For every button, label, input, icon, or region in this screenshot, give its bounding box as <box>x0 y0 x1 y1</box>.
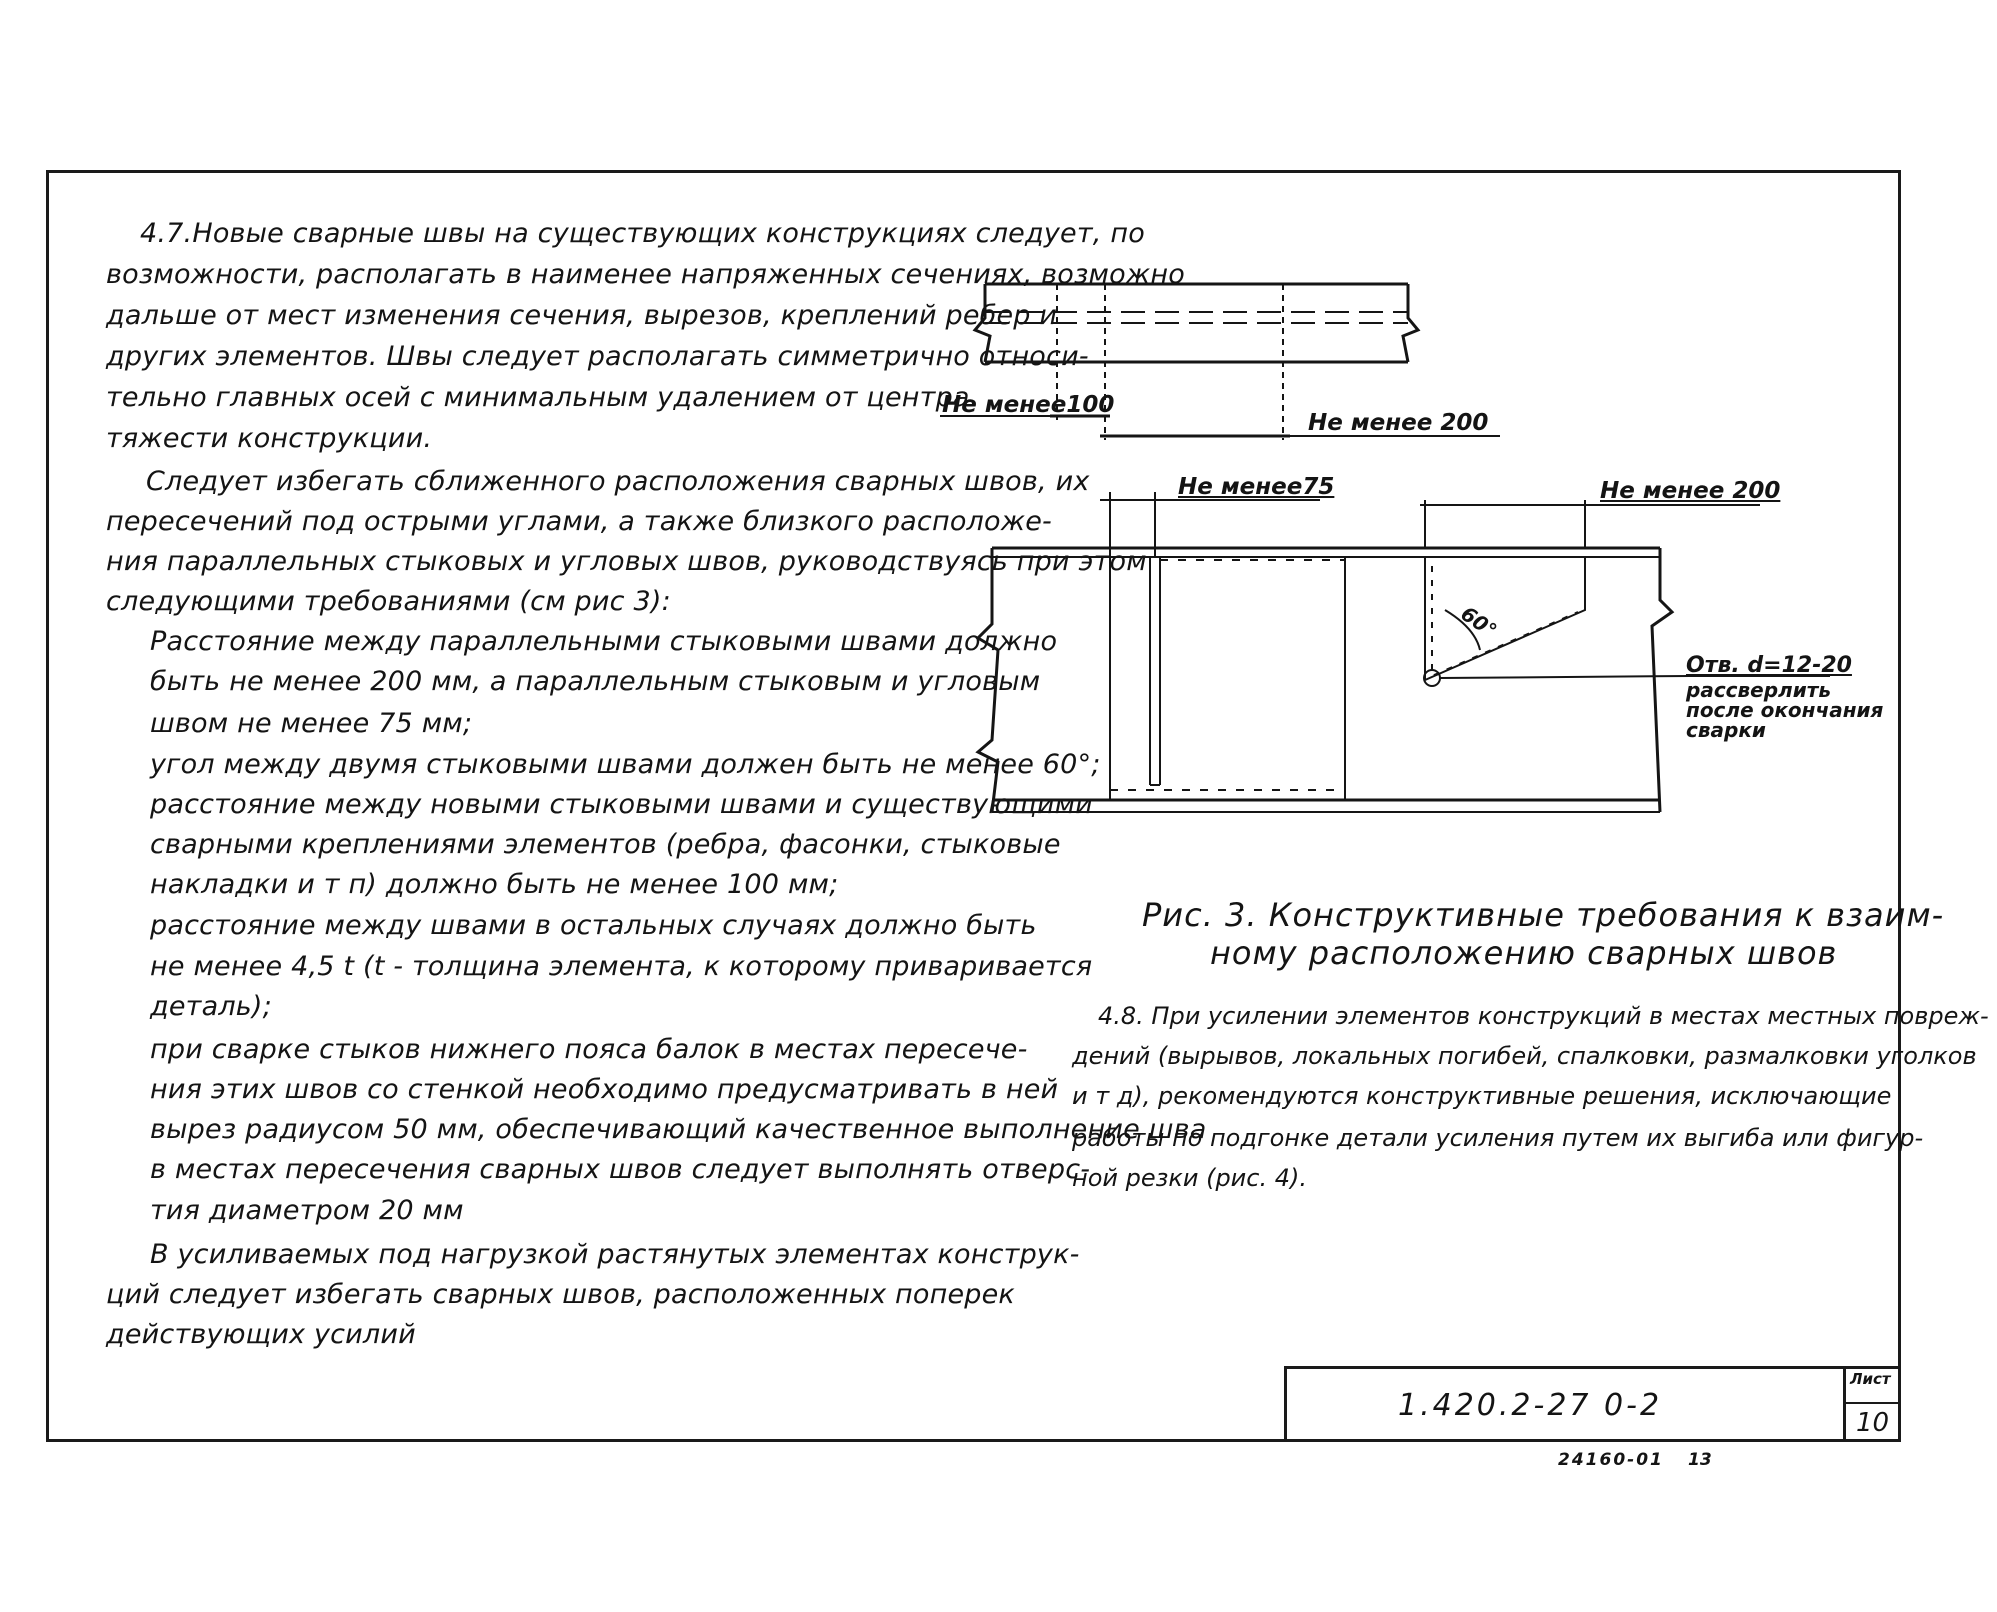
left-text-line: расстояние между швами в остальных случаях должно быть <box>150 910 1037 941</box>
hole-note: после окончания <box>1686 698 1884 722</box>
figure-caption: Рис. 3. Конструктивные требования к взаим- <box>1142 896 1945 934</box>
left-text-line: Расстояние между параллельными стыковыми швами должно <box>150 626 1058 657</box>
left-text-line: дальше от мест изменения сечения, вырезов, креплений ребер и <box>106 300 1058 331</box>
left-text-line: тяжести конструкции. <box>106 423 433 454</box>
footer-page: 13 <box>1688 1450 1712 1470</box>
sheet-label: Лист <box>1850 1370 1891 1388</box>
hole-note: Отв. d=12-20 <box>1686 653 1852 678</box>
left-text-line: тия диаметром 20 мм <box>150 1195 464 1226</box>
left-text-line: угол между двумя стыковыми швами должен быть не менее 60°; <box>150 749 1101 780</box>
dim-label-75: Не менее75 <box>1178 474 1335 500</box>
left-text-line: вырез радиусом 50 мм, обеспечивающий качественное выполнение шва <box>150 1114 1207 1145</box>
sheet-number: 10 <box>1856 1408 1890 1438</box>
leader-line <box>1440 676 1690 678</box>
left-text-line: сварными креплениями элементов (ребра, фасонки, стыковые <box>150 829 1061 860</box>
left-text-line: ций следует избегать сварных швов, расположенных поперек <box>106 1279 1015 1310</box>
left-text-line: ния параллельных стыковых и угловых швов, руководствуясь при этом <box>106 546 1147 577</box>
left-text-line: следующими требованиями (см рис 3): <box>106 586 671 617</box>
fillet-weld <box>1432 566 1578 676</box>
sheet-cell-divider <box>1846 1402 1901 1404</box>
left-text-line: швом не менее 75 мм; <box>150 708 473 739</box>
left-text-line: Следует избегать сближенного расположения сварных швов, их <box>146 466 1090 497</box>
break-line <box>978 548 998 812</box>
right-text-line: и т д), рекомендуются конструктивные решения, исключающие <box>1072 1082 1892 1110</box>
left-text-line: в местах пересечения сварных швов следует выполнять отверс- <box>150 1154 1091 1185</box>
hole-note: сварки <box>1686 718 1766 742</box>
left-text-line: тельно главных осей с минимальным удалением от центра <box>106 382 970 413</box>
dim-label-200-top: Не менее 200 <box>1308 410 1489 436</box>
left-text-line: деталь); <box>150 991 272 1022</box>
left-text-line: быть не менее 200 мм, а параллельным стыковым и угловым <box>150 666 1041 697</box>
dim-label-100: Не менее100 <box>942 392 1115 418</box>
left-text-line: пересечений под острыми углами, а также близкого расположе- <box>106 506 1052 537</box>
left-text-line: при сварке стыков нижнего пояса балок в местах пересече- <box>150 1034 1028 1065</box>
figure-caption: ному расположению сварных швов <box>1210 934 1838 972</box>
angle-label: 60° <box>1456 601 1502 643</box>
left-text-line: расстояние между новыми стыковыми швами и существующими <box>150 789 1093 820</box>
footer-code: 24160-01 <box>1558 1450 1664 1470</box>
right-text-line: работы по подгонке детали усиления путем их выгиба или фигур- <box>1072 1124 1924 1152</box>
right-text-line: ной резки (рис. 4). <box>1072 1164 1307 1192</box>
document-code: 1.420.2-27 0-2 <box>1398 1388 1663 1423</box>
right-text-line: дений (вырывов, локальных погибей, спалковки, размалковки уголков <box>1072 1042 1977 1070</box>
left-text-line: В усиливаемых под нагрузкой растянутых элементах конструк- <box>150 1239 1080 1270</box>
left-text-line: ния этих швов со стенкой необходимо предусматривать в ней <box>150 1074 1059 1105</box>
left-text-line: возможности, располагать в наименее напряженных сечениях, возможно <box>106 259 1185 290</box>
dim-label-200-bottom: Не менее 200 <box>1600 478 1781 504</box>
hole-note: рассверлить <box>1686 678 1831 702</box>
right-text-line: 4.8. При усилении элементов конструкций в местах местных повреж- <box>1098 1002 1989 1030</box>
left-text-line: накладки и т п) должно быть не менее 100 мм; <box>150 869 839 900</box>
left-text-line: не менее 4,5 t (t - толщина элемента, к которому приваривается <box>150 951 1093 982</box>
left-text-line: других элементов. Швы следует располагать симметрично относи- <box>106 341 1089 372</box>
left-text-line: 4.7.Новые сварные швы на существующих конструкциях следует, по <box>140 218 1145 249</box>
left-text-line: действующих усилий <box>106 1319 416 1350</box>
break-line <box>1652 548 1672 812</box>
gusset-plate <box>1425 557 1585 680</box>
